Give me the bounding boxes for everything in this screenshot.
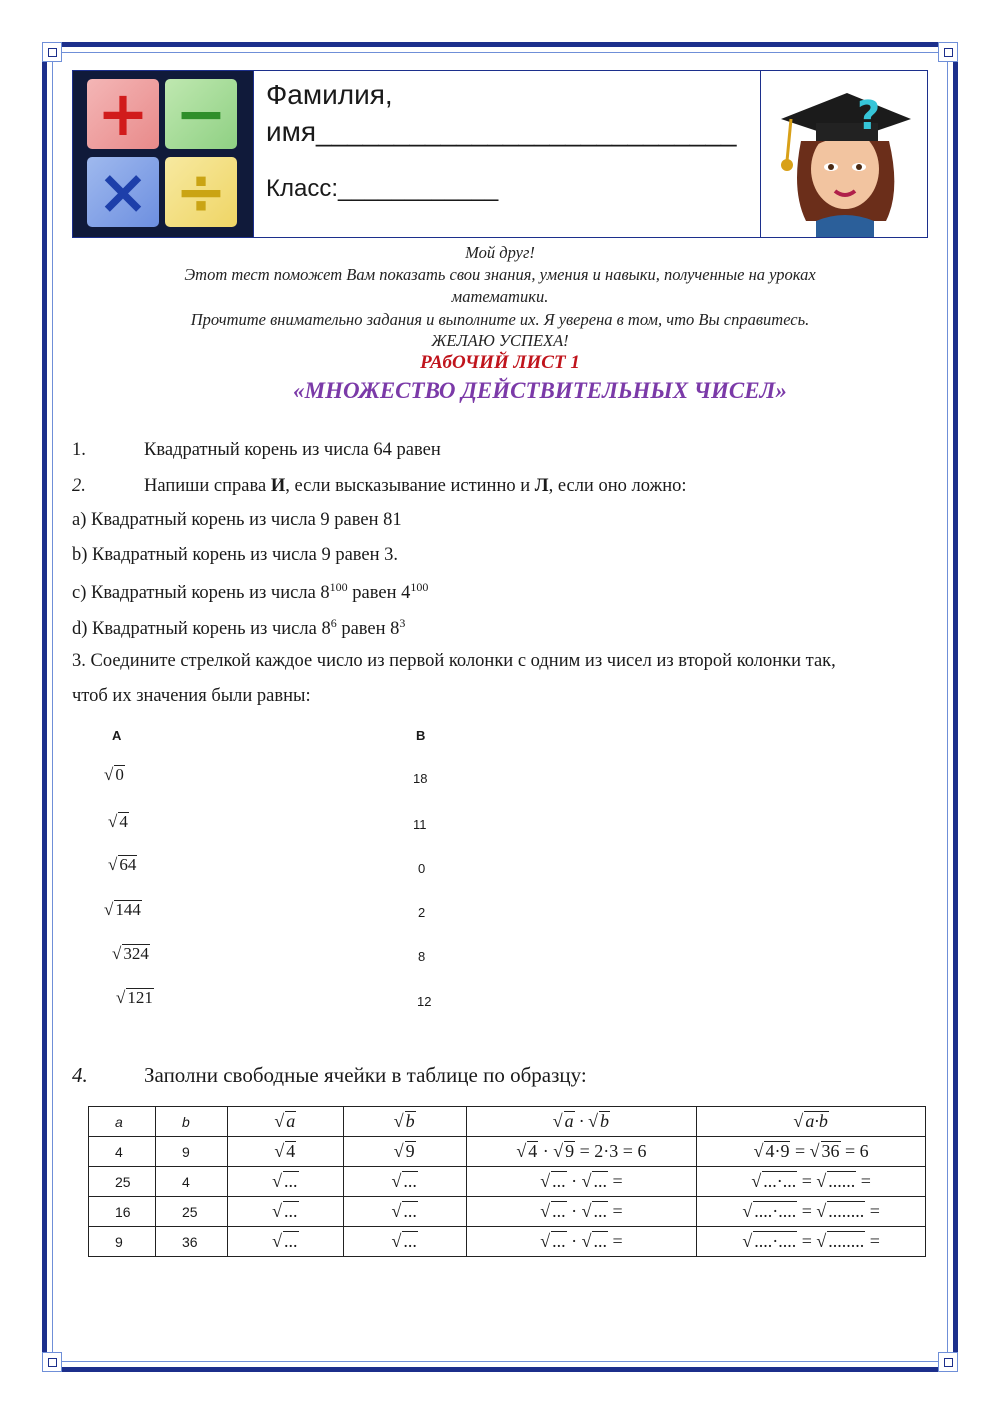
- corner-ornament: [938, 42, 958, 62]
- cell-a: 4: [89, 1137, 156, 1167]
- cell-root-of-product[interactable]: √ ....·.... = √ ........ =: [697, 1227, 926, 1257]
- radicand: b: [600, 1111, 610, 1131]
- plus-icon: +: [87, 79, 159, 149]
- question-3-cont: чтоб их значения были равны:: [72, 686, 311, 706]
- question-text: , если оно ложно:: [548, 476, 687, 496]
- worksheet-topic: «МНОЖЕСТВО ДЕЙСТВИТЕЛЬНЫХ ЧИСЕЛ»: [293, 378, 787, 403]
- teacher-avatar: [761, 71, 927, 237]
- cell-sqrt-b[interactable]: √ ...: [343, 1227, 466, 1257]
- radicand: ...: [593, 1201, 607, 1221]
- false-letter: Л: [534, 476, 549, 496]
- cell-product-of-roots[interactable]: √ ... · √ ... =: [466, 1167, 697, 1197]
- divide-icon: ÷: [165, 157, 237, 227]
- radicand: b: [405, 1111, 415, 1131]
- radicand: ...: [284, 1201, 298, 1221]
- cell-text: =: [790, 1141, 810, 1161]
- cell-text: =: [607, 1231, 623, 1251]
- radicand: 9: [405, 1141, 415, 1161]
- cell-text: =: [865, 1201, 880, 1221]
- radicand: 36: [821, 1141, 840, 1161]
- cell-b: 4: [155, 1167, 227, 1197]
- cell-root-of-product[interactable]: √ ...·... = √ ...... =: [697, 1167, 926, 1197]
- radicand: ....·....: [754, 1201, 797, 1221]
- radicand: 121: [127, 988, 153, 1007]
- column-b-item[interactable]: 2: [418, 905, 426, 920]
- radicand: 324: [123, 944, 149, 963]
- name-field[interactable]: имя___________________________: [266, 116, 737, 147]
- column-a-item[interactable]: √ 64: [108, 855, 137, 874]
- worksheet-number: РАбОЧИЙ ЛИСТ 1: [420, 352, 580, 373]
- question-3: 3. Соедините стрелкой каждое число из первой колонки с одним из чисел из второй колонки так,: [72, 651, 836, 671]
- question-4: [72, 1063, 587, 1088]
- radicand: ...: [593, 1231, 607, 1251]
- true-letter: И: [270, 476, 286, 496]
- column-b-item[interactable]: 11: [413, 817, 427, 832]
- radicand: ....·....: [754, 1231, 797, 1251]
- class-field[interactable]: Класс:____________: [266, 175, 499, 202]
- intro-text: Этот тест поможет Вам показать свои знания, умения и навыки, полученные на уроках: [184, 265, 816, 284]
- question-text: Квадратный корень из числа 64 равен: [144, 440, 441, 460]
- cell-sqrt-a[interactable]: √ ...: [227, 1227, 343, 1257]
- column-a-item[interactable]: √ 144: [104, 900, 141, 919]
- corner-ornament: [42, 42, 62, 62]
- radicand: ...: [403, 1201, 417, 1221]
- student-info-cell: [253, 71, 761, 237]
- cell-text: =: [856, 1171, 871, 1191]
- radicand: a: [564, 1111, 574, 1131]
- minus-icon: −: [165, 79, 237, 149]
- svg-text:?: ?: [857, 93, 881, 139]
- column-a-item[interactable]: √ 324: [112, 944, 149, 963]
- cell-root-of-product: √ 4·9 = √ 36 = 6: [697, 1137, 926, 1167]
- radicand: 4: [286, 1141, 296, 1161]
- statement-text: равен 4: [347, 583, 411, 604]
- statement-a: а) Квадратный корень из числа 9 равен 81: [72, 510, 402, 530]
- table-row: [89, 1167, 926, 1197]
- exponent: 100: [410, 580, 429, 594]
- cell-b: 36: [155, 1227, 227, 1257]
- cell-text: = 2·3 = 6: [575, 1141, 647, 1161]
- header-root-of-product: √ a·b: [697, 1107, 926, 1137]
- statement-b: b) Квадратный корень из числа 9 равен 3.: [72, 545, 399, 565]
- exponent: 3: [399, 616, 406, 630]
- roots-table: [88, 1106, 926, 1257]
- radicand: 4: [119, 812, 128, 831]
- radicand: ...: [552, 1231, 566, 1251]
- cell-text: =: [797, 1231, 817, 1251]
- cell-sqrt-a: √ 4: [227, 1137, 343, 1167]
- radicand: 9: [565, 1141, 575, 1161]
- radicand: a: [286, 1111, 296, 1131]
- column-a-header: A: [112, 728, 122, 743]
- cell-text: =: [797, 1171, 817, 1191]
- header-b: b: [155, 1107, 227, 1137]
- radicand: ...: [284, 1171, 298, 1191]
- cell-product-of-roots[interactable]: √ ... · √ ... =: [466, 1197, 697, 1227]
- column-a-item[interactable]: √ 121: [116, 988, 153, 1007]
- column-b-item[interactable]: 8: [418, 949, 426, 964]
- radicand: 4: [528, 1141, 538, 1161]
- corner-ornament: [938, 1352, 958, 1372]
- cell-sqrt-a[interactable]: √ ...: [227, 1167, 343, 1197]
- column-b-item[interactable]: 18: [413, 771, 428, 786]
- question-number: 2.: [72, 476, 86, 496]
- math-operations-image: [73, 71, 253, 237]
- cell-sqrt-a[interactable]: √ ...: [227, 1197, 343, 1227]
- radicand: ...: [552, 1171, 566, 1191]
- surname-label: Фамилия,: [266, 79, 393, 110]
- radicand: 0: [115, 765, 124, 784]
- question-number: 1.: [72, 440, 86, 460]
- corner-ornament: [42, 1352, 62, 1372]
- header-sqrt-a: √ a: [227, 1107, 343, 1137]
- cell-product-of-roots: √ 4 · √ 9 = 2·3 = 6: [466, 1137, 697, 1167]
- radicand: ...: [403, 1171, 417, 1191]
- statement-text: d) Квадратный корень из числа 8: [72, 619, 331, 640]
- column-a-item[interactable]: √ 4: [108, 812, 128, 831]
- radicand: ...: [552, 1201, 566, 1221]
- cell-sqrt-b[interactable]: √ ...: [343, 1167, 466, 1197]
- times-icon: ×: [87, 157, 159, 227]
- radicand: ...·...: [763, 1171, 797, 1191]
- table-row: [89, 1197, 926, 1227]
- statement-c: [72, 580, 428, 604]
- intro-text: математики.: [451, 287, 549, 306]
- worksheet-header: [72, 70, 928, 238]
- intro-greeting: Мой друг!: [465, 243, 535, 262]
- question-1: [72, 440, 441, 461]
- header-sqrt-b: √ b: [343, 1107, 466, 1137]
- column-b-item[interactable]: 12: [417, 994, 432, 1009]
- question-2: [72, 476, 687, 497]
- radicand: ........: [828, 1201, 865, 1221]
- question-text: , если высказывание истинно и: [285, 476, 535, 496]
- exponent: 6: [330, 616, 337, 630]
- cell-text: = 6: [840, 1141, 869, 1161]
- radicand: a·b: [805, 1111, 828, 1131]
- cell-text: =: [607, 1201, 623, 1221]
- cell-product-of-roots[interactable]: √ ... · √ ... =: [466, 1227, 697, 1257]
- radicand: ........: [828, 1231, 865, 1251]
- cell-a: 9: [89, 1227, 156, 1257]
- intro-wish: ЖЕЛАЮ УСПЕХА!: [431, 331, 569, 350]
- cell-text: =: [797, 1201, 817, 1221]
- cell-sqrt-b: √ 9: [343, 1137, 466, 1167]
- column-b-item[interactable]: 0: [418, 861, 426, 876]
- intro-text: Прочтите внимательно задания и выполните их. Я уверена в том, что Вы справитесь.: [190, 310, 810, 329]
- cell-text: =: [865, 1231, 880, 1251]
- header-a: a: [89, 1107, 156, 1137]
- radicand: 144: [115, 900, 141, 919]
- cell-sqrt-b[interactable]: √ ...: [343, 1197, 466, 1227]
- table-header-row: [89, 1107, 926, 1137]
- cell-a: 25: [89, 1167, 156, 1197]
- cell-b: 9: [155, 1137, 227, 1167]
- statement-d: [72, 616, 405, 640]
- statement-text: с) Квадратный корень из числа 8: [72, 583, 330, 604]
- table-row: [89, 1137, 926, 1167]
- cell-root-of-product[interactable]: √ ....·.... = √ ........ =: [697, 1197, 926, 1227]
- question-text: Заполни свободные ячейки в таблице по образцу:: [144, 1063, 587, 1087]
- question-number: 4.: [72, 1063, 88, 1087]
- cell-a: 16: [89, 1197, 156, 1227]
- statement-text: равен 8: [336, 619, 400, 640]
- question-text: Напиши справа: [144, 476, 271, 496]
- header-product-of-roots: √ a · √ b: [466, 1107, 697, 1137]
- cell-text: =: [607, 1171, 623, 1191]
- exponent: 100: [329, 580, 348, 594]
- radicand: 4·9: [765, 1141, 790, 1161]
- cell-b: 25: [155, 1197, 227, 1227]
- radicand: ......: [828, 1171, 856, 1191]
- radicand: ...: [593, 1171, 607, 1191]
- table-row: [89, 1227, 926, 1257]
- radicand: 64: [119, 855, 137, 874]
- column-b-header: B: [416, 728, 426, 743]
- radicand: ...: [284, 1231, 298, 1251]
- graduate-avatar-icon: [761, 71, 927, 237]
- column-a-item[interactable]: √ 0: [104, 765, 124, 784]
- radicand: ...: [403, 1231, 417, 1251]
